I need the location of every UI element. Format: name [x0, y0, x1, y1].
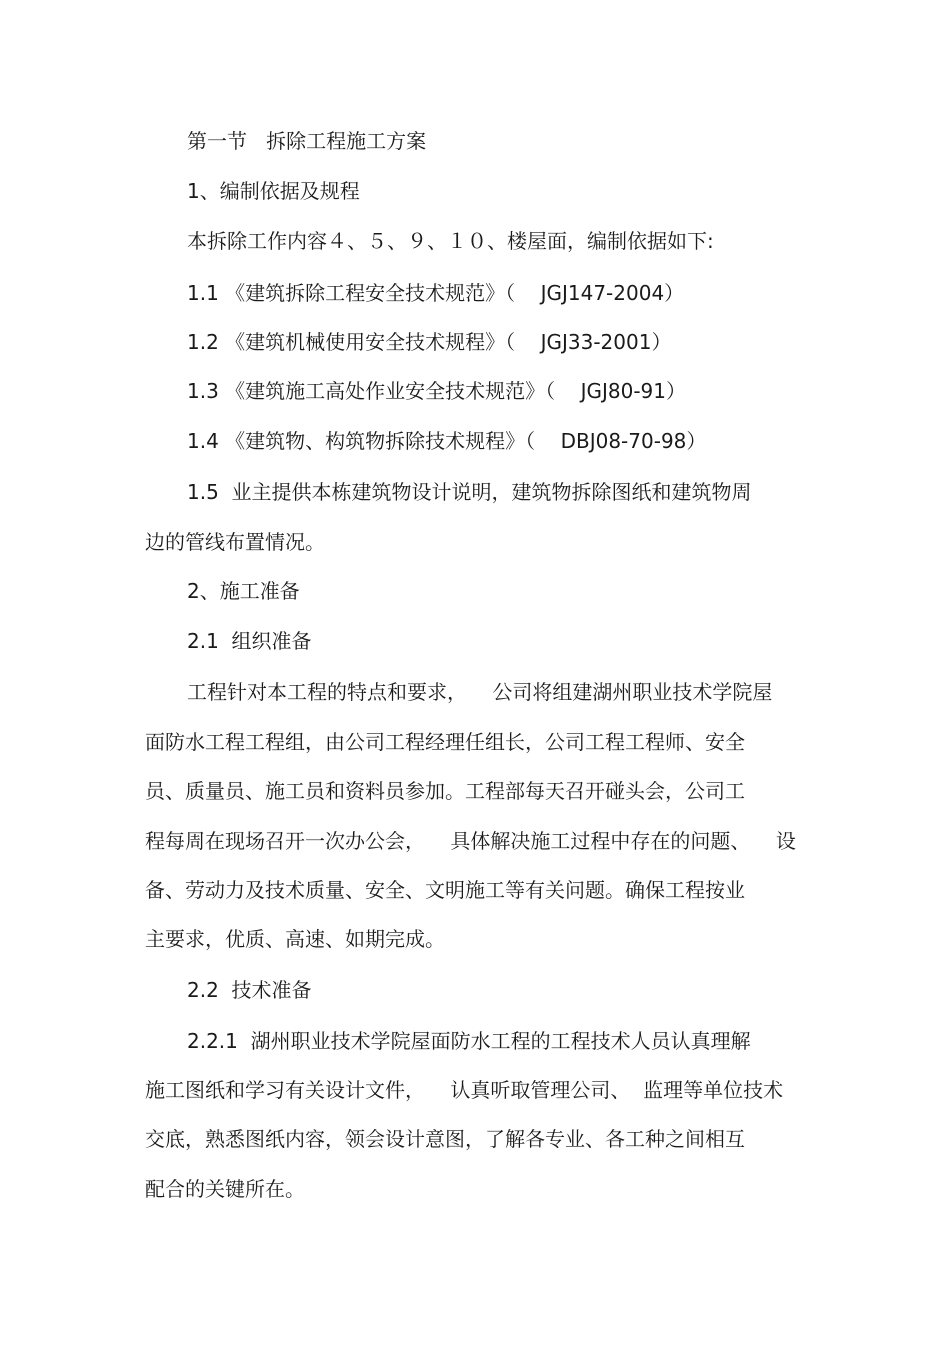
reference-item: 1.3 《建筑施工高处作业安全技术规范》（ JGJ80-91） — [187, 379, 687, 403]
paragraph-line: 施工图纸和学习有关设计文件， 认真听取管理公司、 监理等单位技术 — [145, 1078, 784, 1102]
paragraph-line: 配合的关键所在。 — [145, 1177, 305, 1201]
subsection-heading: 2.2 技术准备 — [187, 978, 312, 1002]
paragraph-line: 备、劳动力及技术质量、安全、文明施工等有关问题。确保工程按业 — [145, 878, 745, 902]
section-heading: 第一节 拆除工程施工方案 — [187, 129, 427, 153]
paragraph-line: 本拆除工作内容４、５、９、１０、楼屋面，编制依据如下: — [187, 229, 714, 253]
paragraph-line: 边的管线布置情况。 — [145, 530, 325, 554]
paragraph-line: 程每周在现场召开一次办公会， 具体解决施工过程中存在的问题、 设 — [145, 829, 796, 853]
paragraph-line: 交底，熟悉图纸内容，领会设计意图，了解各专业、各工种之间相互 — [145, 1127, 745, 1151]
subsection-heading: 2.1 组织准备 — [187, 629, 312, 653]
reference-item: 1.1 《建筑拆除工程安全技术规范》（ JGJ147-2004） — [187, 281, 685, 305]
reference-item: 1.4 《建筑物、构筑物拆除技术规程》（ DBJ08-70-98） — [187, 429, 707, 453]
paragraph-line: 员、质量员、施工员和资料员参加。工程部每天召开碰头会，公司工 — [145, 779, 745, 803]
subsection-heading: 2、施工准备 — [187, 579, 300, 603]
paragraph-line: 工程针对本工程的特点和要求， 公司将组建湖州职业技术学院屋 — [187, 680, 773, 704]
reference-item: 1.2 《建筑机械使用安全技术规程》（ JGJ33-2001） — [187, 330, 672, 354]
paragraph-line: 主要求，优质、高速、如期完成。 — [145, 927, 445, 951]
paragraph-line: 面防水工程工程组，由公司工程经理任组长，公司工程工程师、安全 — [145, 730, 745, 754]
subsection-heading: 1、编制依据及规程 — [187, 179, 360, 203]
paragraph-line: 2.2.1 湖州职业技术学院屋面防水工程的工程技术人员认真理解 — [187, 1029, 751, 1053]
reference-item: 1.5 业主提供本栋建筑物设计说明，建筑物拆除图纸和建筑物周 — [187, 480, 752, 504]
